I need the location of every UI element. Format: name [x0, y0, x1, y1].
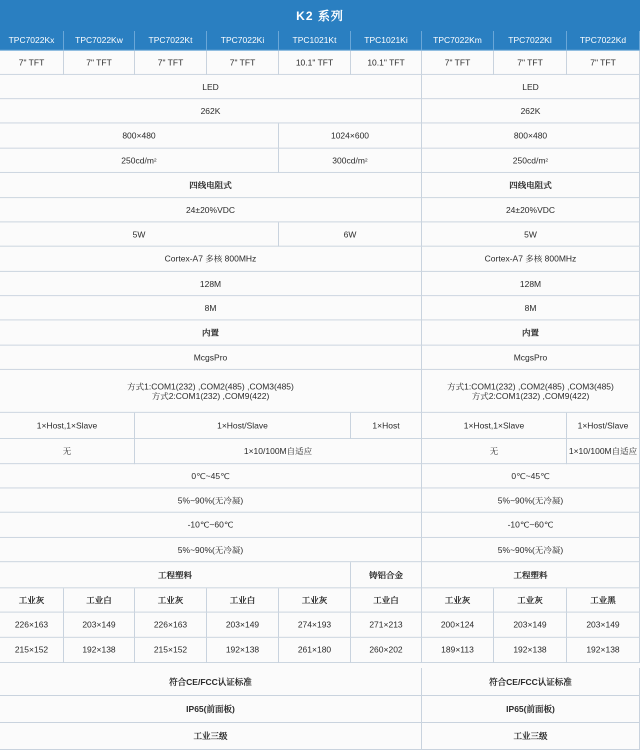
shell-color: 工业灰 — [0, 588, 64, 612]
power-value: 24±20%VDC — [422, 198, 640, 222]
cutout-dims: 215×152 — [135, 638, 207, 663]
model-name: TPC7022Kw — [64, 31, 135, 51]
usb-value: 1×Host/Slave — [135, 413, 351, 439]
cutout-dims: 215×152 — [0, 638, 64, 663]
shell-color: 工业白 — [351, 588, 422, 612]
screen-size: 7" TFT — [567, 51, 640, 75]
op-temp-row — [0, 464, 640, 488]
ethernet-row — [0, 439, 640, 464]
storage-value: 8M — [422, 296, 640, 320]
ethernet-value: 无 — [0, 439, 135, 464]
model-name: TPC7022Km — [422, 31, 494, 51]
memory-row — [0, 272, 640, 296]
memory-value: 128M — [0, 272, 422, 296]
outer-dims: 200×124 — [422, 613, 494, 638]
model-header-row — [0, 31, 640, 51]
outer-dims: 226×163 — [0, 613, 64, 638]
cutout-dims: 192×138 — [207, 638, 279, 663]
outer-dims: 271×213 — [351, 613, 422, 638]
screen-size: 10.1" TFT — [279, 51, 351, 75]
screen-size: 7" TFT — [207, 51, 279, 75]
cutout-dims-row — [0, 638, 640, 663]
model-name: TPC1021Ki — [351, 31, 422, 51]
ethernet-value: 无 — [422, 439, 567, 464]
screen-size: 7" TFT — [64, 51, 135, 75]
storage-temp-value: -10℃~60℃ — [0, 513, 422, 538]
shell-color: 工业灰 — [135, 588, 207, 612]
serial-row — [0, 370, 640, 413]
shell-color: 工业白 — [207, 588, 279, 612]
op-humidity-value: 5%~90%(无冷凝) — [422, 488, 640, 512]
screen-size: 7" TFT — [0, 51, 64, 75]
shell-color: 工业灰 — [279, 588, 351, 612]
ethernet-value: 1×10/100M自适应 — [567, 439, 640, 464]
software-value: McgsPro — [0, 346, 422, 370]
storage-value: 8M — [0, 296, 422, 320]
shell-color: 工业白 — [64, 588, 135, 612]
rated-power-row — [0, 222, 640, 246]
op-temp-value: 0℃~45℃ — [0, 464, 422, 488]
storage-humidity-row — [0, 538, 640, 562]
cutout-dims: 192×138 — [64, 638, 135, 663]
touch-value: 四线电阻式 — [422, 173, 640, 198]
memory-value: 128M — [422, 272, 640, 296]
software-row — [0, 346, 640, 370]
shell-color: 工业灰 — [494, 588, 567, 612]
model-name: TPC7022Kd — [567, 31, 640, 51]
emc-value: 工业三级 — [0, 723, 422, 750]
serial-value: 方式1:COM1(232) ,COM2(485) ,COM3(485) 方式2:COM1(232) ,COM9(422) — [422, 370, 640, 413]
model-name: TPC7022Kl — [494, 31, 567, 51]
rtc-value: 内置 — [0, 320, 422, 345]
backlight-row — [0, 75, 640, 99]
model-name: TPC7022Kt — [135, 31, 207, 51]
outer-dims: 274×193 — [279, 613, 351, 638]
touch-row — [0, 173, 640, 198]
shell-color: 工业灰 — [422, 588, 494, 612]
rated-power-value: 5W — [422, 222, 640, 246]
cpu-value: Cortex-A7 多核 800MHz — [0, 247, 422, 272]
colors-value: 262K — [422, 99, 640, 123]
usb-value: 1×Host,1×Slave — [0, 413, 135, 439]
cutout-dims: 192×138 — [494, 638, 567, 663]
material-row — [0, 562, 640, 588]
colors-value: 262K — [0, 99, 422, 123]
brightness-value: 300cd/m 2 — [279, 149, 422, 173]
storage-humidity-value: 5%~90%(无冷凝) — [422, 538, 640, 562]
power-value: 24±20%VDC — [0, 198, 422, 222]
cutout-dims: 189×113 — [422, 638, 494, 663]
resolution-row — [0, 123, 640, 148]
resolution-value: 800×480 — [0, 123, 279, 148]
outer-dims: 226×163 — [135, 613, 207, 638]
protection-value: IP65(前面板) — [422, 696, 640, 723]
cutout-dims: 260×202 — [351, 638, 422, 663]
op-temp-value: 0℃~45℃ — [422, 464, 640, 488]
model-name: TPC7022Kx — [0, 31, 64, 51]
outer-dims: 203×149 — [494, 613, 567, 638]
shell-color-row — [0, 588, 640, 612]
shell-color: 工业黑 — [567, 588, 640, 612]
material-value: 工程塑料 — [0, 562, 351, 588]
colors-row — [0, 99, 640, 123]
rated-power-value: 6W — [279, 222, 422, 246]
storage-humidity-value: 5%~90%(无冷凝) — [0, 538, 422, 562]
screen-size: 7" TFT — [422, 51, 494, 75]
material-value: 铸铝合金 — [351, 562, 422, 588]
storage-temp-row — [0, 513, 640, 538]
brightness-value: 250cd/m 2 — [0, 149, 279, 173]
op-humidity-value: 5%~90%(无冷凝) — [0, 488, 422, 512]
material-value: 工程塑料 — [422, 562, 640, 588]
touch-value: 四线电阻式 — [0, 173, 422, 198]
ethernet-value: 1×10/100M自适应 — [135, 439, 422, 464]
certification-value: 符合CE/FCC认证标准 — [422, 668, 640, 696]
outer-dims: 203×149 — [567, 613, 640, 638]
op-humidity-row — [0, 488, 640, 512]
rated-power-value: 5W — [0, 222, 279, 246]
screen-size: 7" TFT — [135, 51, 207, 75]
rtc-row — [0, 320, 640, 345]
rtc-value: 内置 — [422, 320, 640, 345]
cutout-dims: 192×138 — [567, 638, 640, 663]
cpu-value: Cortex-A7 多核 800MHz — [422, 247, 640, 272]
emc-value: 工业三级 — [422, 723, 640, 750]
usb-value: 1×Host/Slave — [567, 413, 640, 439]
screen-size: 7" TFT — [494, 51, 567, 75]
usb-value: 1×Host — [351, 413, 422, 439]
outer-dims: 203×149 — [207, 613, 279, 638]
brightness-row — [0, 149, 640, 173]
protection-value: IP65(前面板) — [0, 696, 422, 723]
spec-table-footer — [0, 668, 640, 750]
storage-temp-value: -10℃~60℃ — [422, 513, 640, 538]
certification-value: 符合CE/FCC认证标准 — [0, 668, 422, 696]
serial-value: 方式1:COM1(232) ,COM2(485) ,COM3(485) 方式2:COM1(232) ,COM9(422) — [0, 370, 422, 413]
usb-value: 1×Host,1×Slave — [422, 413, 567, 439]
storage-row — [0, 296, 640, 320]
series-title: K2 系列 — [0, 0, 640, 31]
usb-row — [0, 413, 640, 439]
backlight-value: LED — [0, 75, 422, 99]
cpu-row — [0, 247, 640, 272]
cutout-dims: 261×180 — [279, 638, 351, 663]
screen-size-row — [0, 51, 640, 75]
outer-dims: 203×149 — [64, 613, 135, 638]
screen-size: 10.1" TFT — [351, 51, 422, 75]
power-row — [0, 198, 640, 222]
model-name: TPC7022Ki — [207, 31, 279, 51]
resolution-value: 1024×600 — [279, 123, 422, 148]
brightness-value: 250cd/m 2 — [422, 149, 640, 173]
model-name: TPC1021Kt — [279, 31, 351, 51]
backlight-value: LED — [422, 75, 640, 99]
resolution-value: 800×480 — [422, 123, 640, 148]
outer-dims-row — [0, 613, 640, 638]
software-value: McgsPro — [422, 346, 640, 370]
